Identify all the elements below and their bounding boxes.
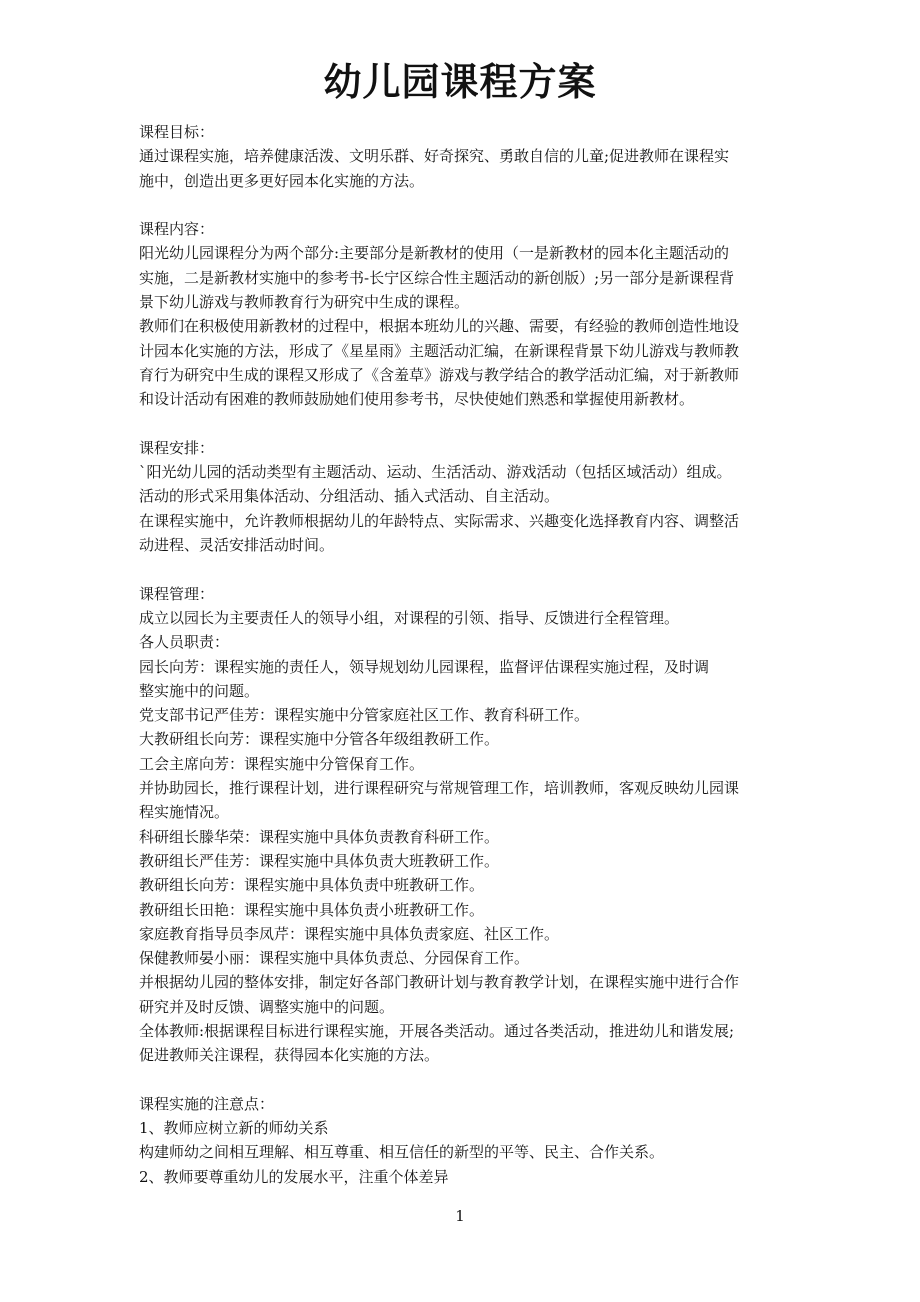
text-line: 促进教师关注课程，获得园本化实施的方法。 bbox=[139, 1046, 440, 1065]
text-line: 整实施中的问题。 bbox=[139, 681, 260, 700]
text-line: 1、教师应树立新的师幼关系 bbox=[139, 1119, 329, 1138]
text-line: 动进程、灵活安排活动时间。 bbox=[139, 536, 335, 555]
text-line: 和设计活动有困难的教师鼓励她们使用参考书，尽快使她们熟悉和掌握使用新教材。 bbox=[139, 390, 695, 409]
text-line: 教师们在积极使用新教材的过程中，根据本班幼儿的兴趣、需要，有经验的教师创造性地设 bbox=[139, 317, 740, 336]
text-line: 工会主席向芳：课程实施中分管保育工作。 bbox=[139, 754, 425, 773]
text-line: 通过课程实施，培养健康活泼、文明乐群、好奇探究、勇敢自信的儿童;促进教师在课程实 bbox=[139, 147, 730, 166]
text-line: 2、教师要尊重幼儿的发展水平，注重个体差异 bbox=[139, 1167, 449, 1186]
text-line: 并协助园长，推行课程计划，进行课程研究与常规管理工作，培训教师，客观反映幼儿园课 bbox=[139, 779, 740, 798]
text-line: 教研组长严佳芳：课程实施中具体负责大班教研工作。 bbox=[139, 851, 500, 870]
document-body bbox=[139, 120, 789, 1189]
text-line: 党支部书记严佳芳：课程实施中分管家庭社区工作、教育科研工作。 bbox=[139, 706, 590, 725]
text-line: 在课程实施中，允许教师根据幼儿的年龄特点、实际需求、兴趣变化选择教育内容、调整活 bbox=[139, 511, 740, 530]
text-line: 课程安排： bbox=[139, 438, 215, 457]
text-line: 科研组长滕华荣：课程实施中具体负责教育科研工作。 bbox=[139, 827, 500, 846]
blank-line bbox=[139, 412, 789, 436]
text-line: 课程实施的注意点： bbox=[139, 1094, 275, 1113]
text-line: 阳光幼儿园课程分为两个部分:主要部分是新教材的使用（一是新教材的园本化主题活动的 bbox=[139, 244, 730, 263]
page-number: 1 bbox=[455, 1207, 465, 1225]
text-line: 实施，二是新教材实施中的参考书-长宁区综合性主题活动的新创版）;另一部分是新课程背 bbox=[139, 268, 735, 287]
blank-line bbox=[139, 193, 789, 217]
text-line: 课程目标： bbox=[139, 123, 215, 141]
text-line: 大教研组长向芳：课程实施中分管各年级组教研工作。 bbox=[139, 730, 500, 749]
text-line: 教研组长田艳：课程实施中具体负责小班教研工作。 bbox=[139, 900, 485, 919]
text-line: 施中，创造出更多更好园本化实施的方法。 bbox=[139, 171, 425, 190]
blank-line bbox=[139, 1068, 789, 1092]
text-line: 研究并及时反馈、调整实施中的问题。 bbox=[139, 997, 395, 1016]
text-line: 课程管理： bbox=[139, 584, 215, 603]
text-line: 育行为研究中生成的课程又形成了《含羞草》游戏与教学结合的教学活动汇编，对于新教师 bbox=[139, 365, 740, 384]
text-line: 构建师幼之间相互理解、相互尊重、相互信任的新型的平等、民主、合作关系。 bbox=[139, 1143, 665, 1162]
text-line: 程实施情况。 bbox=[139, 803, 230, 822]
text-line: 全体教师:根据课程目标进行课程实施，开展各类活动。通过各类活动，推进幼儿和谐发展; bbox=[139, 1021, 735, 1040]
text-line: 课程内容： bbox=[139, 220, 215, 239]
blank-line bbox=[139, 557, 789, 581]
text-line: `阳光幼儿园的活动类型有主题活动、运动、生活活动、游戏活动（包括区域活动）组成。 bbox=[139, 463, 732, 482]
text-line: 成立以园长为主要责任人的领导小组，对课程的引领、指导、反馈进行全程管理。 bbox=[139, 608, 680, 627]
text-line: 并根据幼儿园的整体安排，制定好各部门教研计划与教育教学计划，在课程实施中进行合作 bbox=[139, 973, 740, 992]
document-title: 幼儿园课程方案 bbox=[323, 60, 597, 104]
text-line: 保健教师晏小丽：课程实施中具体负责总、分园保育工作。 bbox=[139, 949, 530, 968]
text-line: 活动的形式采用集体活动、分组活动、插入式活动、自主活动。 bbox=[139, 487, 560, 506]
text-line: 教研组长向芳：课程实施中具体负责中班教研工作。 bbox=[139, 876, 485, 895]
text-line: 家庭教育指导员李凤芹：课程实施中具体负责家庭、社区工作。 bbox=[139, 924, 560, 943]
text-line: 园长向芳：课程实施的责任人，领导规划幼儿园课程，监督评估课程实施过程，及时调 bbox=[139, 657, 710, 676]
text-line: 景下幼儿游戏与教师教育行为研究中生成的课程。 bbox=[139, 293, 470, 312]
text-line: 各人员职责： bbox=[139, 633, 230, 652]
text-line: 计园本化实施的方法，形成了《星星雨》主题活动汇编，在新课程背景下幼儿游戏与教师教 bbox=[139, 341, 740, 360]
